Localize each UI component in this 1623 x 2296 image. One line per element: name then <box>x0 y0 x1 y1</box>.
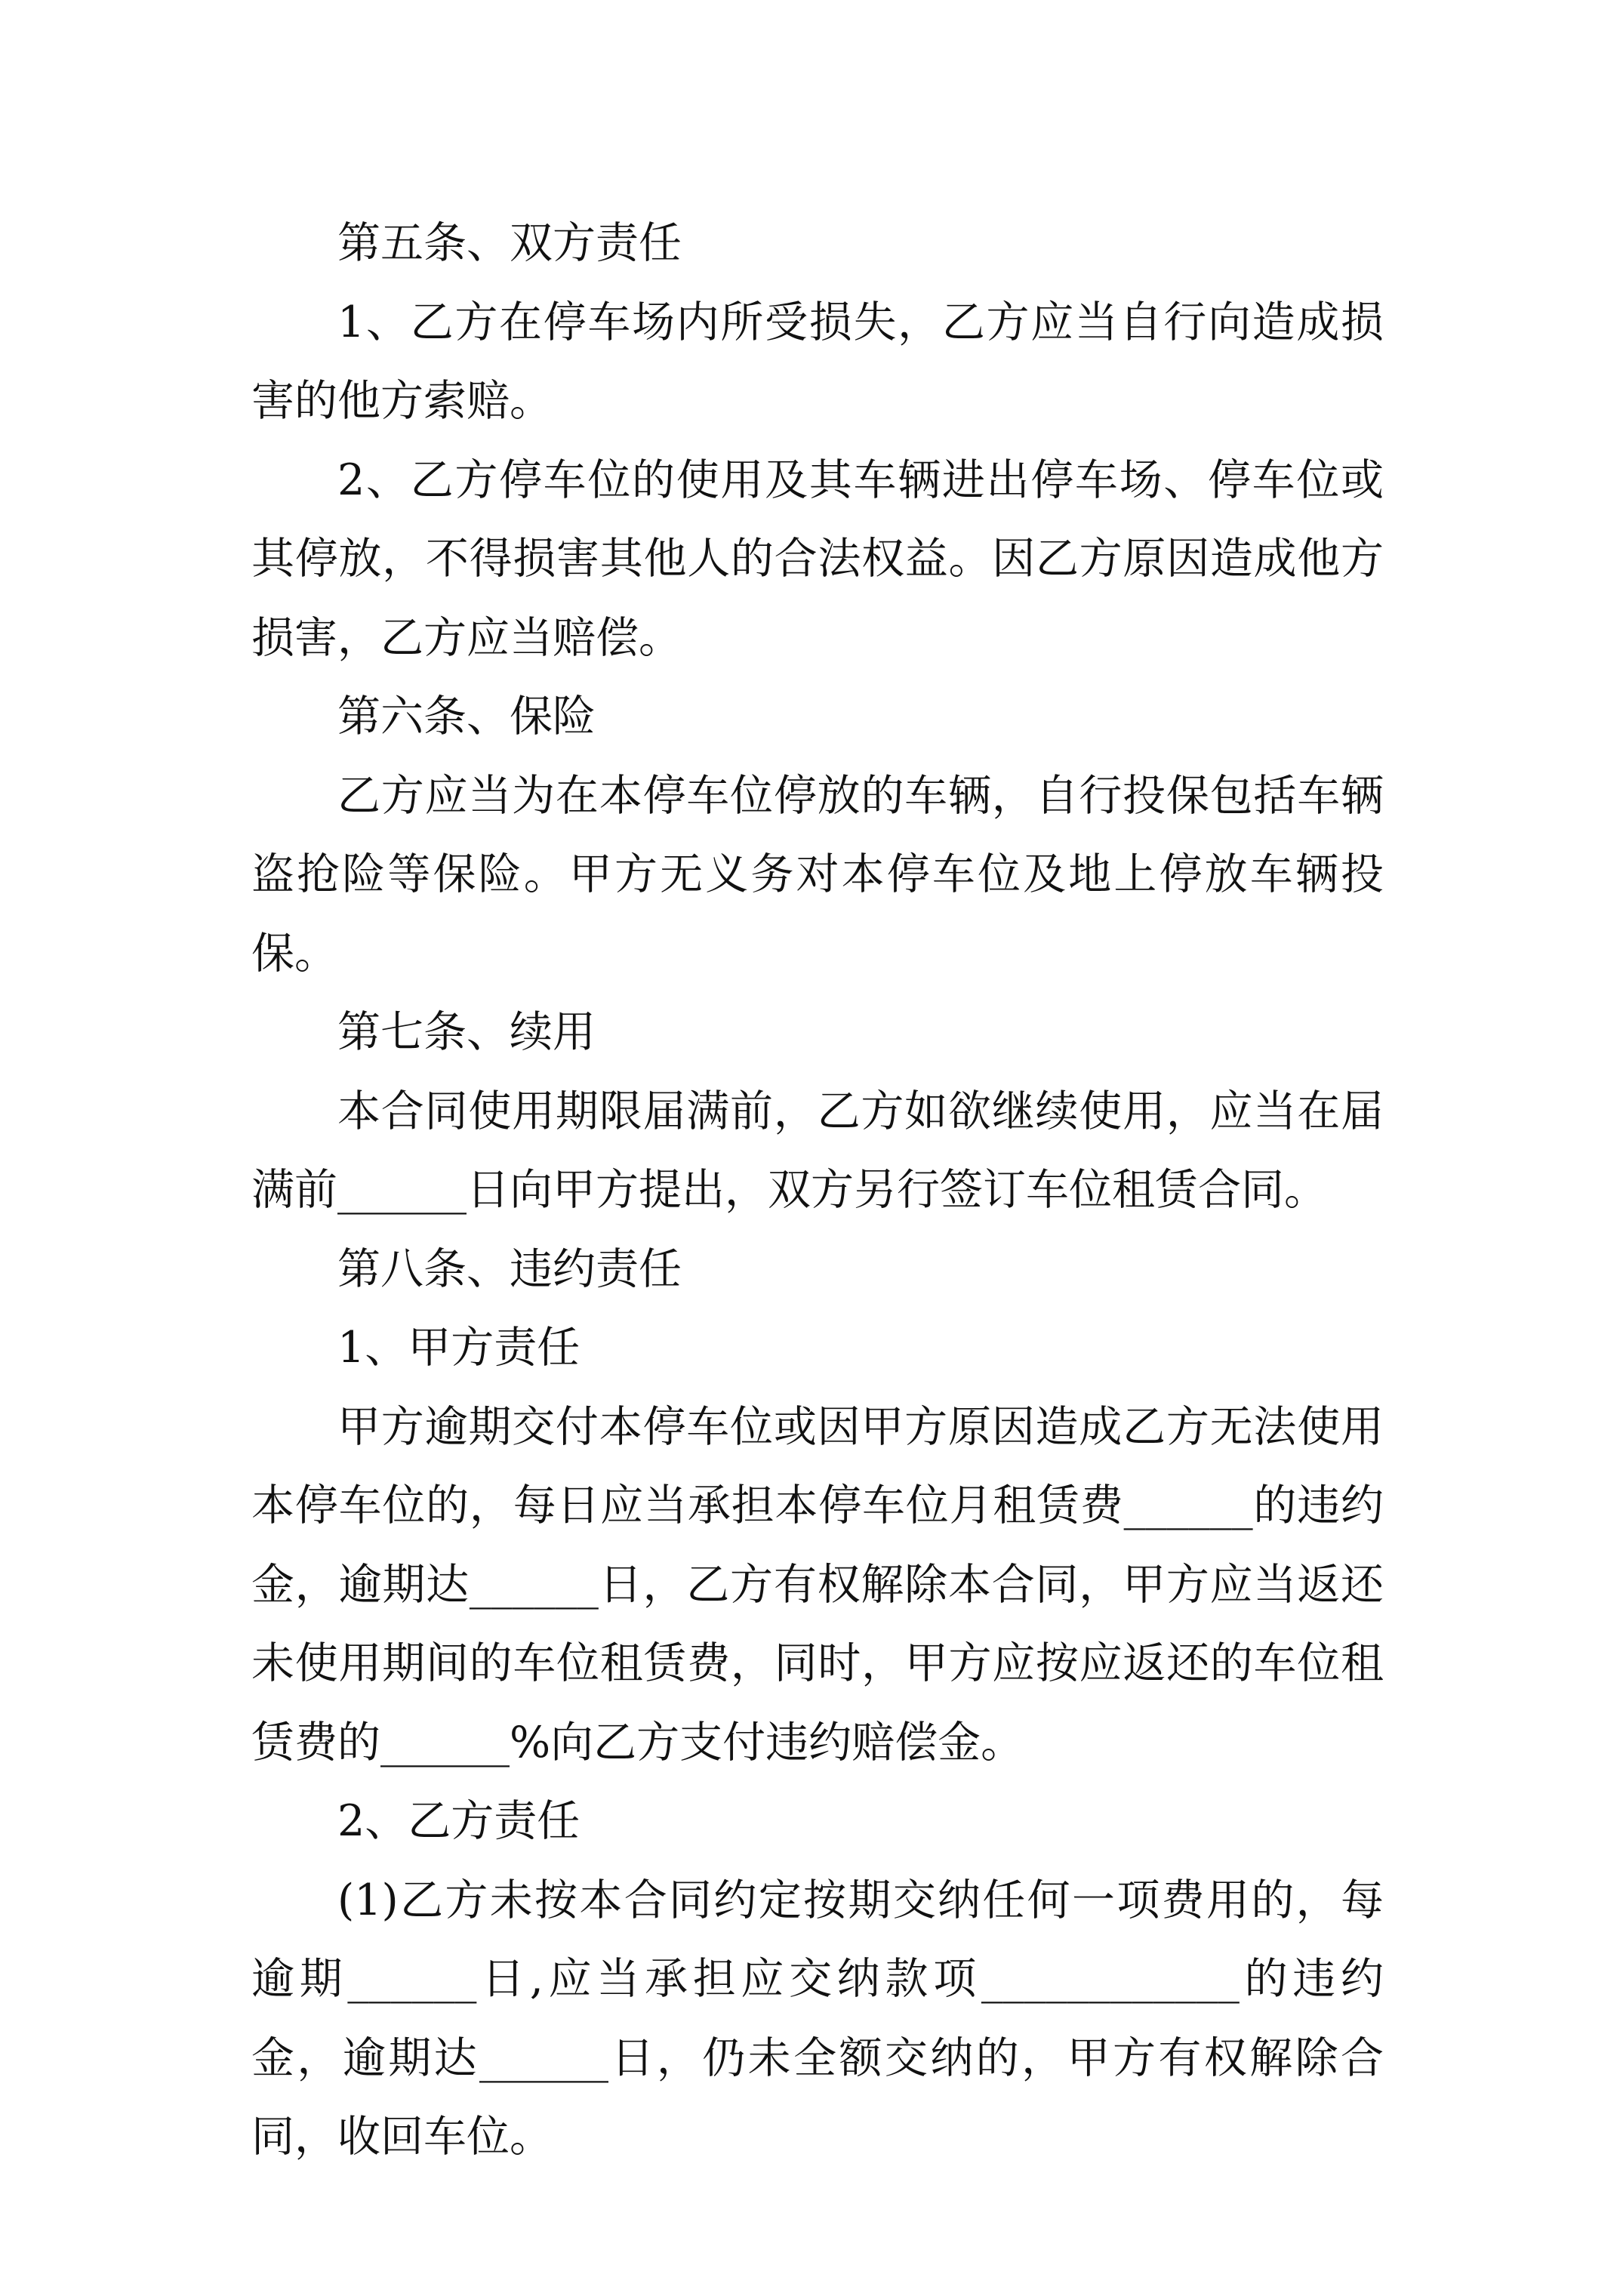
article-8-party-b-heading: 2、乙方责任 <box>337 1796 581 1846</box>
article-8-party-b-clause-1: (1)乙方未按本合同约定按期交纳任何一项费用的，每逾期______日,应当承担应交纳款项____________的违约金，逾期达______日，仍未全额交纳的，甲方有权解除合同，收回车位。 <box>251 1875 1384 2162</box>
article-5-heading: 第五条、双方责任 <box>337 218 682 268</box>
article-6-body: 乙方应当为在本停车位停放的车辆，自行投保包括车辆盗抢险等保险。甲方无义务对本停车位及地上停放车辆投保。 <box>251 770 1384 978</box>
article-8-heading: 第八条、违约责任 <box>337 1244 682 1294</box>
article-7-heading: 第七条、续用 <box>337 1007 596 1057</box>
article-8-party-a-body: 甲方逾期交付本停车位或因甲方原因造成乙方无法使用本停车位的，每日应当承担本停车位月租赁费______的违约金，逾期达______日，乙方有权解除本合同，甲方应当返还未使用期间的车位租赁费，同时，甲方应按应返还的车位租赁费的______%向乙方支付违约赔偿金。 <box>251 1401 1384 1767</box>
article-5-clause-2: 2、乙方停车位的使用及其车辆进出停车场、停车位或其停放，不得损害其他人的合法权益。因乙方原因造成他方损害，乙方应当赔偿。 <box>251 455 1384 663</box>
article-7-body: 本合同使用期限届满前，乙方如欲继续使用，应当在届满前______日向甲方提出，双方另行签订车位租赁合同。 <box>251 1086 1384 1215</box>
article-5-clause-1: 1、乙方在停车场内所受损失，乙方应当自行向造成损害的他方索赔。 <box>251 297 1384 426</box>
article-6-heading: 第六条、保险 <box>337 692 596 741</box>
document-body <box>251 204 1384 2177</box>
article-8-party-a-heading: 1、甲方责任 <box>337 1323 581 1373</box>
